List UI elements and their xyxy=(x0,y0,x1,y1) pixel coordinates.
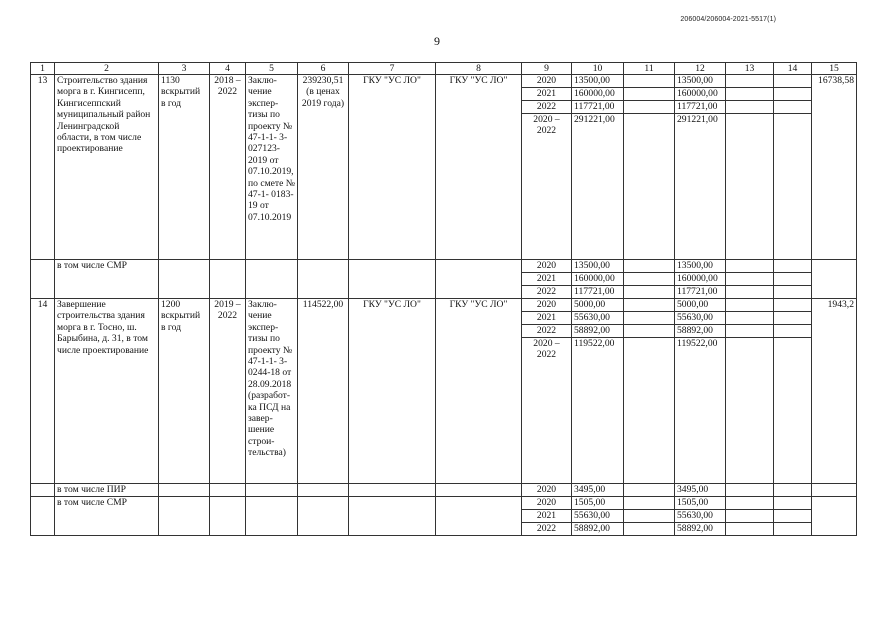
empty-cell xyxy=(726,523,774,536)
empty-cell xyxy=(812,260,857,299)
col-header: 15 xyxy=(812,63,857,75)
period: 2018 – 2022 xyxy=(210,75,246,260)
regional-amount: 55630,00 xyxy=(675,510,726,523)
empty-cell xyxy=(774,510,812,523)
empty-cell xyxy=(298,260,349,299)
empty-cell xyxy=(624,338,675,484)
empty-cell xyxy=(774,114,812,260)
col-header: 6 xyxy=(298,63,349,75)
year: 2021 xyxy=(522,312,572,325)
total-amount: 58892,00 xyxy=(572,325,624,338)
customer: ГКУ "УС ЛО" xyxy=(349,299,436,484)
customer: ГКУ "УС ЛО" xyxy=(349,75,436,260)
col-header: 11 xyxy=(624,63,675,75)
expertise: Заклю- чение экспер- тизы по проекту № 47-1-1- 3-027123- 2019 от 07.10.2019, по смете № 47-1- 0183-19 от 07.10.2019 xyxy=(246,75,298,260)
empty-cell xyxy=(726,312,774,325)
empty-cell xyxy=(726,75,774,88)
page-number: 9 xyxy=(434,34,440,48)
empty-cell xyxy=(774,325,812,338)
empty-cell xyxy=(726,260,774,273)
year: 2021 xyxy=(522,88,572,101)
object-name: Завершение строительства здания морга в г. Тосно, ш. Барыбина, д. 31, в том числе проектирование xyxy=(55,299,159,484)
smr-label: в том числе СМР xyxy=(55,260,159,299)
total-amount: 13500,00 xyxy=(572,260,624,273)
total-amount: 160000,00 xyxy=(572,88,624,101)
empty-cell xyxy=(774,497,812,510)
empty-cell xyxy=(624,312,675,325)
regional-amount: 58892,00 xyxy=(675,325,726,338)
column-number-row xyxy=(31,63,857,75)
year: 2022 xyxy=(522,523,572,536)
total-amount: 58892,00 xyxy=(572,523,624,536)
capacity: 1200 вскрытий в год xyxy=(159,299,210,484)
col-header: 13 xyxy=(726,63,774,75)
year: 2020 – 2022 xyxy=(522,338,572,484)
empty-cell xyxy=(726,101,774,114)
empty-cell xyxy=(726,338,774,484)
empty-cell xyxy=(726,273,774,286)
year: 2021 xyxy=(522,273,572,286)
empty-cell xyxy=(246,497,298,536)
table-row xyxy=(31,484,857,497)
col-header: 14 xyxy=(774,63,812,75)
empty-cell xyxy=(726,299,774,312)
empty-cell xyxy=(436,497,522,536)
regional-amount: 3495,00 xyxy=(675,484,726,497)
total-amount: 55630,00 xyxy=(572,510,624,523)
document-id: 206004/206004-2021-5517(1) xyxy=(680,16,776,23)
empty-cell xyxy=(624,510,675,523)
empty-cell xyxy=(624,75,675,88)
total-amount: 117721,00 xyxy=(572,286,624,299)
empty-cell xyxy=(624,523,675,536)
empty-cell xyxy=(246,484,298,497)
empty-cell xyxy=(812,497,857,536)
empty-cell xyxy=(210,497,246,536)
empty-cell xyxy=(624,114,675,260)
empty-cell xyxy=(159,497,210,536)
col-header: 1 xyxy=(31,63,55,75)
regional-amount: 117721,00 xyxy=(675,286,726,299)
year: 2020 – 2022 xyxy=(522,114,572,260)
estimated-cost: 114522,00 xyxy=(298,299,349,484)
regional-amount: 5000,00 xyxy=(675,299,726,312)
empty-cell xyxy=(349,497,436,536)
regional-amount: 160000,00 xyxy=(675,88,726,101)
empty-cell xyxy=(31,260,55,299)
recipient: ГКУ "УС ЛО" xyxy=(436,299,522,484)
empty-cell xyxy=(774,273,812,286)
empty-cell xyxy=(774,299,812,312)
year: 2020 xyxy=(522,260,572,273)
regional-amount: 117721,00 xyxy=(675,101,726,114)
col-header: 5 xyxy=(246,63,298,75)
expertise: Заклю- чение экспер- тизы по проекту № 47-1-1- 3-0244-18 от 28.09.2018 (разработ- ка ПСД на завер- шение строи- тельства) xyxy=(246,299,298,484)
regional-amount: 13500,00 xyxy=(675,260,726,273)
empty-cell xyxy=(298,497,349,536)
capacity: 1130 вскрытий в год xyxy=(159,75,210,260)
empty-cell xyxy=(624,260,675,273)
regional-amount: 13500,00 xyxy=(675,75,726,88)
empty-cell xyxy=(726,510,774,523)
empty-cell xyxy=(624,484,675,497)
empty-cell xyxy=(210,260,246,299)
empty-cell xyxy=(624,273,675,286)
table-row xyxy=(31,260,857,273)
empty-cell xyxy=(774,312,812,325)
col15-value: 16738,58 xyxy=(812,75,857,260)
year: 2021 xyxy=(522,510,572,523)
year: 2020 xyxy=(522,299,572,312)
row-number: 14 xyxy=(31,299,55,484)
empty-cell xyxy=(624,88,675,101)
empty-cell xyxy=(726,325,774,338)
empty-cell xyxy=(624,497,675,510)
empty-cell xyxy=(349,484,436,497)
pir-label: в том числе ПИР xyxy=(55,484,159,497)
year: 2022 xyxy=(522,286,572,299)
empty-cell xyxy=(246,260,298,299)
col-header: 12 xyxy=(675,63,726,75)
empty-cell xyxy=(774,88,812,101)
empty-cell xyxy=(726,497,774,510)
empty-cell xyxy=(210,484,246,497)
year: 2022 xyxy=(522,325,572,338)
empty-cell xyxy=(31,484,55,497)
year: 2020 xyxy=(522,497,572,510)
col-header: 8 xyxy=(436,63,522,75)
empty-cell xyxy=(726,88,774,101)
total-amount: 13500,00 xyxy=(572,75,624,88)
smr-label: в том числе СМР xyxy=(55,497,159,536)
empty-cell xyxy=(159,484,210,497)
col-header: 9 xyxy=(522,63,572,75)
empty-cell xyxy=(624,101,675,114)
empty-cell xyxy=(726,484,774,497)
year: 2022 xyxy=(522,101,572,114)
recipient: ГКУ "УС ЛО" xyxy=(436,75,522,260)
col-header: 2 xyxy=(55,63,159,75)
col-header: 4 xyxy=(210,63,246,75)
col-header: 7 xyxy=(349,63,436,75)
empty-cell xyxy=(774,484,812,497)
empty-cell xyxy=(774,101,812,114)
total-amount: 3495,00 xyxy=(572,484,624,497)
object-name: Строительство здания морга в г. Кингисепп, Кингисеппский муниципальный район Ленинградской области, в том числе проектирование xyxy=(55,75,159,260)
total-amount: 5000,00 xyxy=(572,299,624,312)
period: 2019 – 2022 xyxy=(210,299,246,484)
col15-value: 1943,2 xyxy=(812,299,857,484)
empty-cell xyxy=(774,338,812,484)
empty-cell xyxy=(624,286,675,299)
total-amount: 291221,00 xyxy=(572,114,624,260)
estimated-cost: 239230,51 (в ценах 2019 года) xyxy=(298,75,349,260)
empty-cell xyxy=(726,114,774,260)
empty-cell xyxy=(436,484,522,497)
regional-amount: 160000,00 xyxy=(675,273,726,286)
empty-cell xyxy=(31,497,55,536)
table-row xyxy=(31,497,857,510)
empty-cell xyxy=(624,325,675,338)
total-amount: 1505,00 xyxy=(572,497,624,510)
year: 2020 xyxy=(522,75,572,88)
empty-cell xyxy=(436,260,522,299)
year: 2020 xyxy=(522,484,572,497)
total-amount: 117721,00 xyxy=(572,101,624,114)
table-row xyxy=(31,75,857,88)
total-amount: 119522,00 xyxy=(572,338,624,484)
table-row xyxy=(31,299,857,312)
empty-cell xyxy=(624,299,675,312)
col-header: 10 xyxy=(572,63,624,75)
regional-amount: 119522,00 xyxy=(675,338,726,484)
empty-cell xyxy=(298,484,349,497)
regional-amount: 291221,00 xyxy=(675,114,726,260)
empty-cell xyxy=(812,484,857,497)
total-amount: 55630,00 xyxy=(572,312,624,325)
empty-cell xyxy=(726,286,774,299)
investment-table xyxy=(30,62,857,536)
empty-cell xyxy=(774,523,812,536)
regional-amount: 58892,00 xyxy=(675,523,726,536)
regional-amount: 1505,00 xyxy=(675,497,726,510)
col-header: 3 xyxy=(159,63,210,75)
row-number: 13 xyxy=(31,75,55,260)
total-amount: 160000,00 xyxy=(572,273,624,286)
regional-amount: 55630,00 xyxy=(675,312,726,325)
empty-cell xyxy=(774,260,812,273)
empty-cell xyxy=(774,75,812,88)
empty-cell xyxy=(159,260,210,299)
empty-cell xyxy=(349,260,436,299)
empty-cell xyxy=(774,286,812,299)
